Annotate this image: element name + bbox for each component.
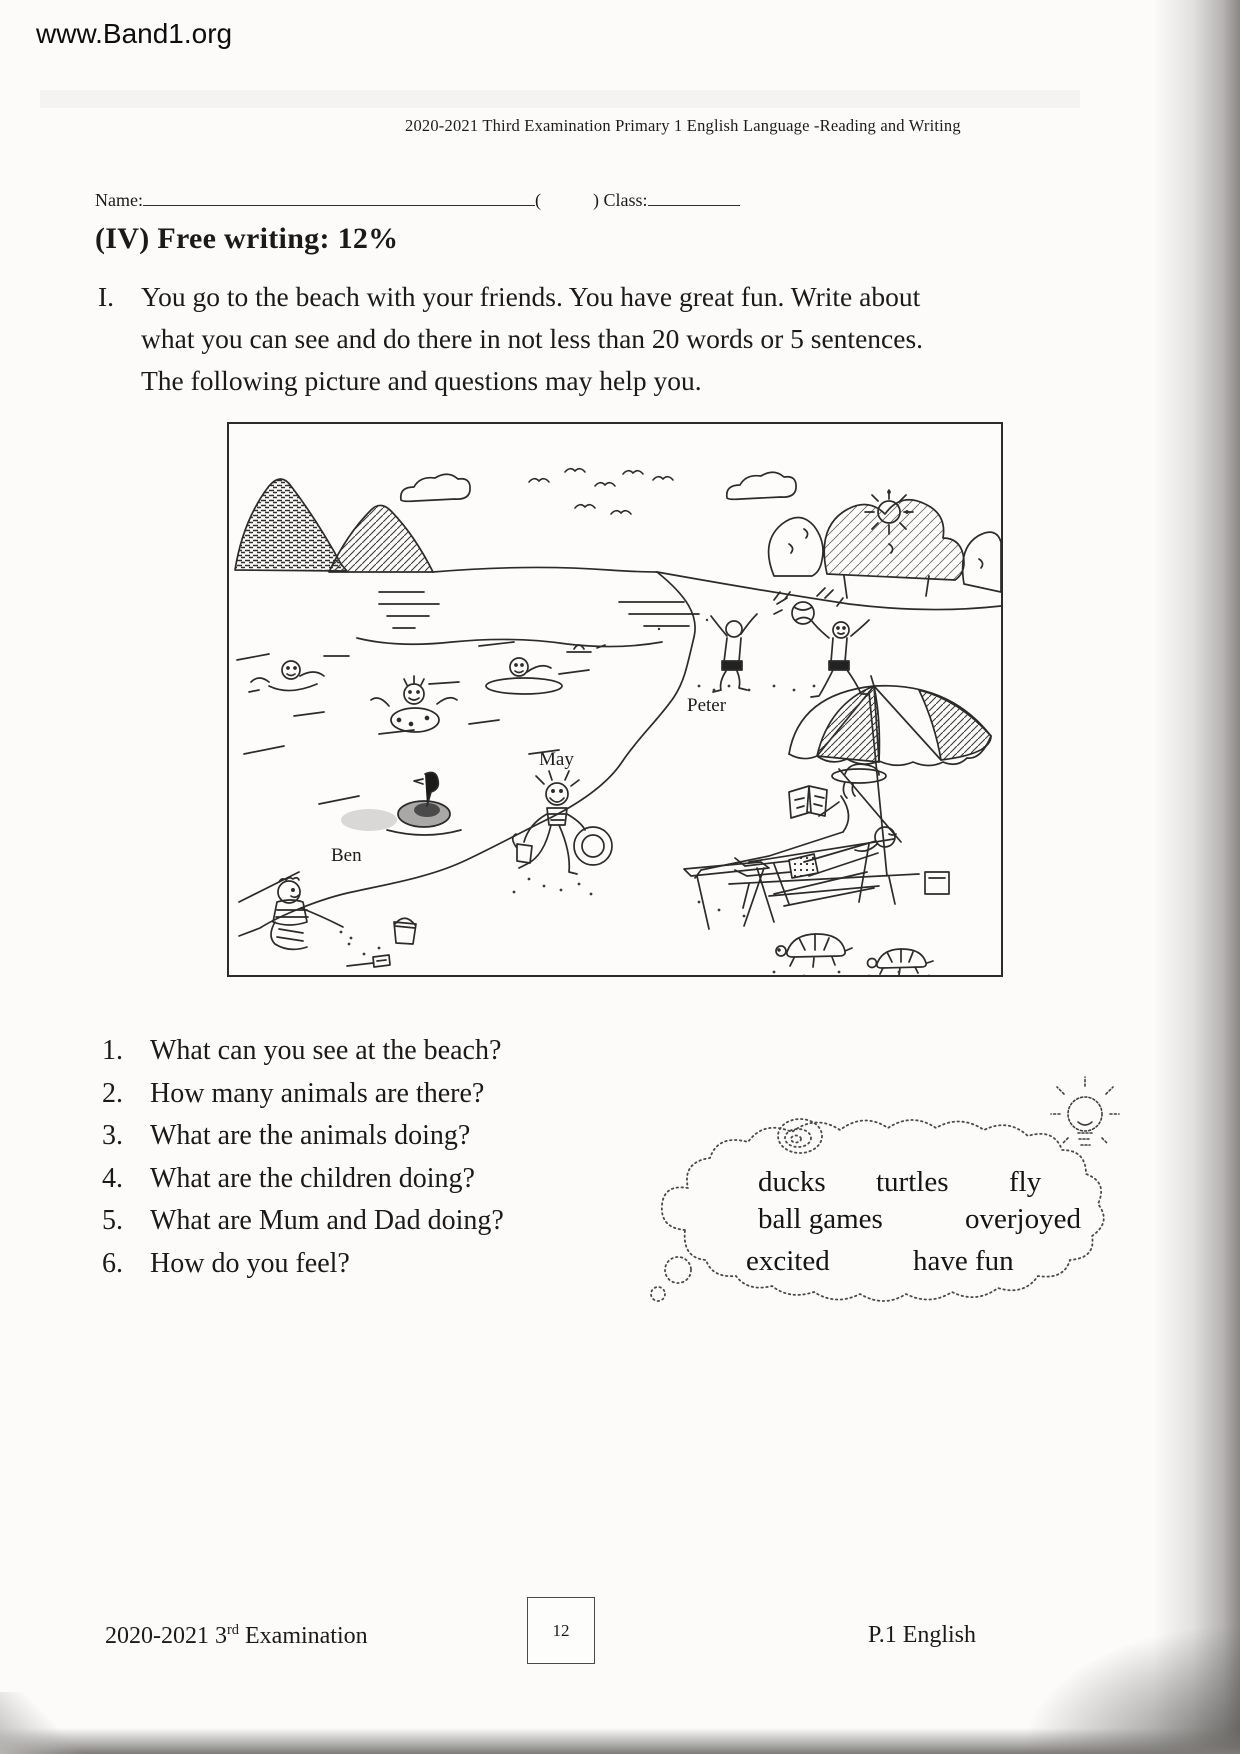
question-row [102, 1073, 504, 1116]
word-bank-word: have fun [913, 1245, 1014, 1277]
may-figure [513, 771, 612, 874]
question-text: What can you see at the beach? [150, 1035, 502, 1066]
shoreline [239, 572, 695, 936]
side-table [684, 862, 774, 929]
page-number: 12 [552, 1620, 570, 1640]
class-label: ) Class: [592, 190, 648, 210]
question-list [102, 1030, 504, 1286]
cloud-bubble [665, 1257, 691, 1283]
scan-shadow-right [1154, 0, 1240, 1754]
instruction-line: You go to the beach with your friends. You have great fun. Write about [141, 281, 921, 312]
question-row [102, 1243, 504, 1286]
trees [769, 500, 1001, 606]
word-bank-word: ducks [758, 1166, 826, 1198]
beach-scene-illustration [229, 424, 1001, 975]
beach-picture-frame [227, 422, 1003, 977]
instruction-block [98, 276, 1048, 402]
scan-smudge [40, 90, 1080, 108]
question-number: 1. [102, 1035, 123, 1066]
question-number: 4. [102, 1162, 123, 1194]
word-bank-word: fly [1009, 1166, 1042, 1198]
spiral-doodle-icon [778, 1119, 822, 1153]
item-marker: I. [98, 281, 115, 312]
footer-exam-ref [105, 1622, 368, 1650]
label-ben: Ben [331, 845, 362, 866]
swimmer-2 [371, 676, 457, 732]
question-number: 2. [102, 1077, 123, 1109]
question-number: 3. [102, 1120, 123, 1152]
label-peter: Peter [687, 695, 727, 716]
section-heading: (IV) Free writing: 12% [95, 222, 399, 255]
class-write-line [648, 186, 740, 206]
swimmer-1 [249, 661, 324, 692]
clouds [401, 472, 796, 501]
exam-header-title: 2020-2021 Third Examination Primary 1 English Language -Reading and Writing [405, 116, 961, 135]
question-row [102, 1030, 504, 1073]
word-bank-word: overjoyed [965, 1203, 1081, 1235]
question-text: How do you feel? [150, 1247, 350, 1279]
cloud-bubble [651, 1287, 665, 1301]
lightbulb-icon [1040, 1072, 1130, 1182]
question-number: 5. [102, 1205, 123, 1237]
footer-exam-ref-text: 2020-2021 3 [105, 1623, 227, 1649]
ben-figure [271, 878, 416, 967]
word-bank-word: turtles [876, 1166, 949, 1198]
sand-edge [239, 872, 299, 902]
instruction-line: what you can see and do there in not less than 20 words or 5 sentences. [141, 323, 924, 354]
footer-exam-ref-sup: rd [227, 1622, 239, 1638]
birds [529, 469, 673, 514]
turtles [776, 934, 933, 975]
name-write-line [143, 186, 535, 206]
question-row [102, 1158, 504, 1201]
footer-paper-ref: P.1 English [868, 1622, 977, 1648]
ducks [341, 772, 461, 835]
scan-shadow-bottom [0, 1728, 1240, 1754]
word-bank-word: excited [746, 1245, 830, 1277]
name-class-row [95, 186, 740, 211]
instruction-line: The following picture and questions may help you. [141, 365, 702, 396]
watermark: www.Band1.org [36, 18, 233, 49]
question-number: 6. [102, 1247, 123, 1279]
paren-open: ( [534, 190, 541, 210]
word-bank-word: ball games [758, 1203, 883, 1235]
peter-figures [711, 588, 869, 697]
horizon-line [433, 567, 657, 572]
swimmer-3 [486, 658, 562, 694]
footer-exam-ref-suffix: Examination [239, 1623, 368, 1649]
mum-figure [695, 764, 901, 906]
question-text: How many animals are there? [150, 1077, 485, 1109]
sea-waves [237, 592, 699, 804]
question-text: What are the animals doing? [150, 1120, 471, 1152]
label-may: May [539, 749, 574, 770]
question-row [102, 1200, 504, 1243]
scan-curl-bottom-left [0, 1692, 95, 1754]
name-label: Name: [95, 190, 143, 210]
question-text: What are Mum and Dad doing? [150, 1205, 504, 1237]
question-row [102, 1115, 504, 1158]
page-number-box [527, 1597, 595, 1664]
question-text: What are the children doing? [150, 1162, 475, 1194]
mountains [235, 479, 433, 572]
